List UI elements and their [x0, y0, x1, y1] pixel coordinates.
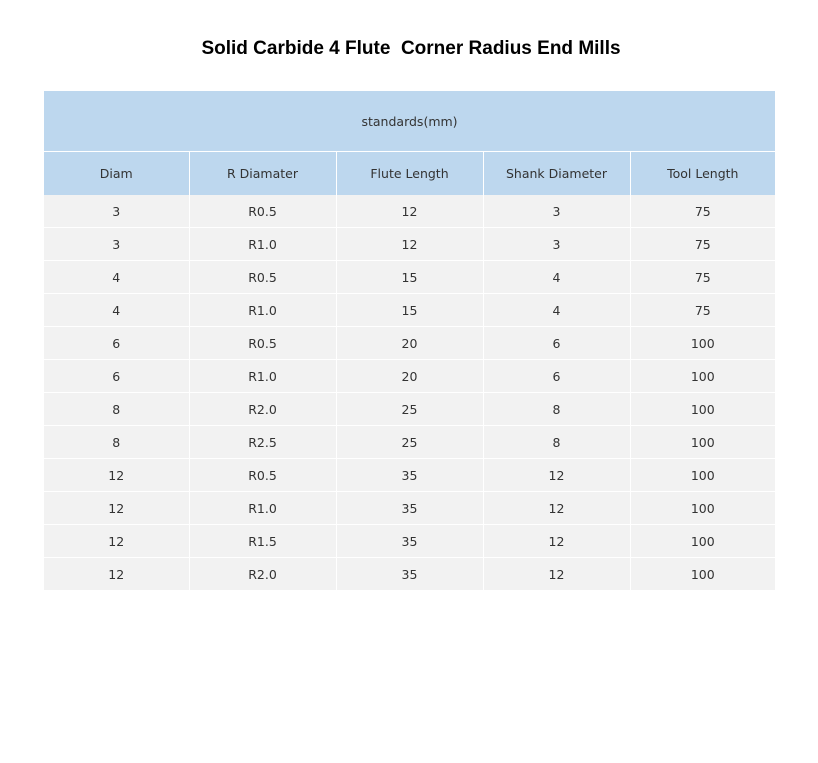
cell-tool-length: 100 [630, 426, 775, 459]
cell-tool-length: 75 [630, 228, 775, 261]
cell-r-diamater: R0.5 [189, 327, 336, 360]
cell-r-diamater: R2.0 [189, 393, 336, 426]
cell-flute-length: 35 [336, 459, 483, 492]
cell-shank-diameter: 8 [483, 426, 630, 459]
cell-shank-diameter: 3 [483, 195, 630, 228]
table-row [44, 360, 775, 393]
cell-r-diamater: R0.5 [189, 459, 336, 492]
cell-diam: 3 [44, 195, 189, 228]
column-header-flute-length: Flute Length [336, 152, 483, 196]
cell-flute-length: 15 [336, 294, 483, 327]
cell-shank-diameter: 12 [483, 525, 630, 558]
cell-tool-length: 100 [630, 360, 775, 393]
cell-shank-diameter: 6 [483, 360, 630, 393]
cell-tool-length: 75 [630, 294, 775, 327]
cell-shank-diameter: 3 [483, 228, 630, 261]
cell-flute-length: 20 [336, 360, 483, 393]
cell-r-diamater: R2.5 [189, 426, 336, 459]
cell-tool-length: 75 [630, 195, 775, 228]
cell-diam: 12 [44, 492, 189, 525]
cell-diam: 3 [44, 228, 189, 261]
cell-flute-length: 20 [336, 327, 483, 360]
table-row [44, 327, 775, 360]
table-row [44, 558, 775, 591]
cell-r-diamater: R2.0 [189, 558, 336, 591]
cell-r-diamater: R1.0 [189, 228, 336, 261]
cell-shank-diameter: 6 [483, 327, 630, 360]
cell-tool-length: 100 [630, 459, 775, 492]
table-row [44, 195, 775, 228]
column-header-row [44, 152, 775, 196]
table-row [44, 492, 775, 525]
cell-r-diamater: R1.5 [189, 525, 336, 558]
table-row [44, 228, 775, 261]
table-row [44, 294, 775, 327]
cell-tool-length: 100 [630, 393, 775, 426]
cell-shank-diameter: 12 [483, 492, 630, 525]
cell-r-diamater: R1.0 [189, 360, 336, 393]
column-header-diam: Diam [44, 152, 189, 196]
column-header-r-diamater: R Diamater [189, 152, 336, 196]
cell-tool-length: 100 [630, 492, 775, 525]
cell-flute-length: 12 [336, 228, 483, 261]
group-header-row [44, 91, 775, 152]
cell-r-diamater: R0.5 [189, 261, 336, 294]
cell-diam: 12 [44, 558, 189, 591]
cell-diam: 4 [44, 294, 189, 327]
cell-shank-diameter: 12 [483, 459, 630, 492]
cell-diam: 8 [44, 426, 189, 459]
cell-shank-diameter: 8 [483, 393, 630, 426]
page-title: Solid Carbide 4 Flute Corner Radius End Mills [201, 38, 621, 59]
table-row [44, 426, 775, 459]
table-row [44, 459, 775, 492]
cell-tool-length: 100 [630, 327, 775, 360]
cell-diam: 6 [44, 360, 189, 393]
cell-shank-diameter: 4 [483, 261, 630, 294]
table-row [44, 525, 775, 558]
cell-r-diamater: R0.5 [189, 195, 336, 228]
cell-flute-length: 35 [336, 525, 483, 558]
cell-shank-diameter: 4 [483, 294, 630, 327]
cell-tool-length: 100 [630, 558, 775, 591]
cell-flute-length: 35 [336, 558, 483, 591]
table-row [44, 393, 775, 426]
group-header: standards(mm) [44, 91, 775, 152]
cell-flute-length: 35 [336, 492, 483, 525]
column-header-shank-diameter: Shank Diameter [483, 152, 630, 196]
table-body [44, 195, 775, 591]
cell-flute-length: 25 [336, 393, 483, 426]
cell-diam: 12 [44, 459, 189, 492]
cell-diam: 4 [44, 261, 189, 294]
cell-flute-length: 15 [336, 261, 483, 294]
cell-flute-length: 12 [336, 195, 483, 228]
cell-diam: 12 [44, 525, 189, 558]
table-row [44, 261, 775, 294]
spec-table [44, 91, 775, 591]
cell-diam: 6 [44, 327, 189, 360]
cell-r-diamater: R1.0 [189, 492, 336, 525]
column-header-tool-length: Tool Length [630, 152, 775, 196]
cell-flute-length: 25 [336, 426, 483, 459]
cell-diam: 8 [44, 393, 189, 426]
cell-r-diamater: R1.0 [189, 294, 336, 327]
cell-tool-length: 100 [630, 525, 775, 558]
cell-shank-diameter: 12 [483, 558, 630, 591]
cell-tool-length: 75 [630, 261, 775, 294]
